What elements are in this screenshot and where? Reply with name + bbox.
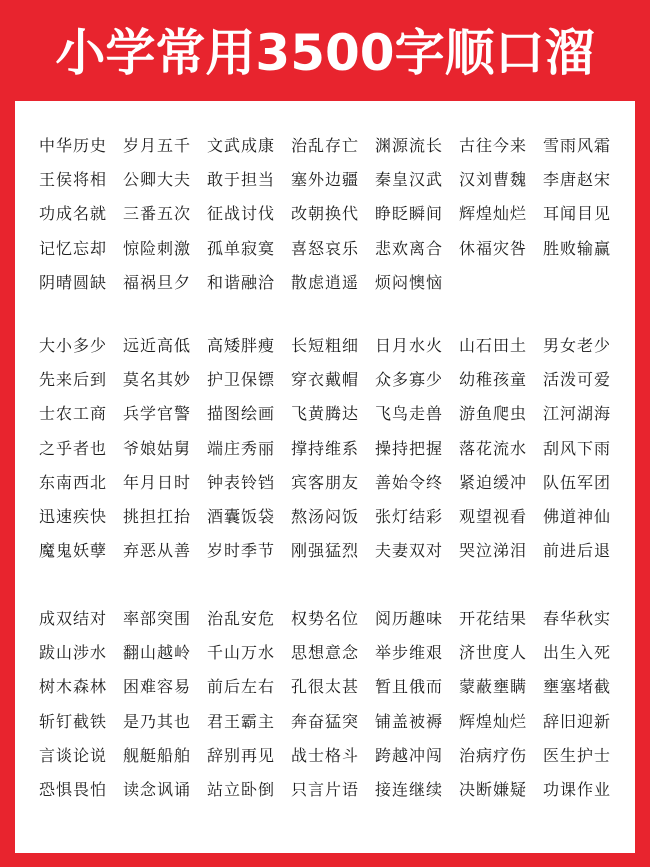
- phrase-cell: 众多寡少: [375, 370, 444, 390]
- phrase-cell: 先来后到: [39, 370, 108, 390]
- phrase-cell: 宾客朋友: [291, 472, 360, 492]
- phrase-cell: 钟表铃铛: [207, 472, 276, 492]
- phrase-cell: 决断嫌疑: [459, 780, 528, 799]
- phrase-cell: 幼稚孩童: [459, 370, 528, 390]
- phrase-cell: 舰艇船舶: [123, 745, 192, 765]
- phrase-cell: 斩钉截铁: [39, 711, 108, 731]
- phrase-cell: 文武成康: [207, 136, 276, 155]
- phrase-cell: 山石田土: [459, 336, 528, 355]
- phrase-cell: 孔很太甚: [291, 677, 360, 697]
- phrase-cell: 奔奋猛突: [291, 711, 360, 731]
- phrase-cell: 思想意念: [291, 643, 360, 663]
- phrase-cell: 率部突围: [123, 609, 192, 628]
- phrase-row: [39, 233, 627, 265]
- phrase-cell: 长短粗细: [291, 336, 360, 355]
- phrase-cell: 记忆忘却: [39, 238, 108, 258]
- phrase-cell: 辉煌灿烂: [459, 204, 528, 224]
- phrase-row: [39, 398, 627, 430]
- phrase-cell: 护卫保镖: [207, 370, 276, 390]
- phrase-cell: 队伍军团: [543, 472, 612, 492]
- phrase-cell: 改朝换代: [291, 204, 360, 224]
- phrase-cell: 接连继续: [375, 780, 444, 799]
- content-panel: [15, 101, 635, 853]
- phrase-cell: 李唐赵宋: [543, 170, 612, 190]
- phrase-cell: 休福灾咎: [459, 238, 528, 258]
- phrase-cell: 千山万水: [207, 643, 276, 663]
- phrase-cell: 大小多少: [39, 336, 108, 355]
- phrase-cell: 操持把握: [375, 438, 444, 458]
- phrase-cell: 只言片语: [291, 780, 360, 799]
- phrase-cell: 活泼可爱: [543, 370, 612, 390]
- phrase-cell: 功课作业: [543, 780, 612, 799]
- phrase-cell: 张灯结彩: [375, 507, 444, 526]
- phrase-row: [39, 535, 627, 567]
- phrase-cell: 悲欢离合: [375, 238, 444, 258]
- phrase-cell: 阅历趣味: [375, 609, 444, 628]
- phrase-cell: 士农工商: [39, 404, 108, 424]
- phrase-cell: 飞黄腾达: [291, 404, 360, 424]
- phrase-cell: 功成名就: [39, 204, 108, 224]
- watermark: [553, 833, 636, 852]
- phrase-cell: 三番五次: [123, 204, 192, 224]
- phrase-cell: 男女老少: [543, 336, 612, 355]
- phrase-row: [39, 198, 627, 230]
- phrase-cell: 王侯将相: [39, 170, 108, 190]
- phrase-cell: 医生护士: [543, 745, 612, 765]
- phrase-row: [39, 164, 627, 196]
- phrase-cell: 睁眨瞬间: [375, 204, 444, 224]
- phrase-cell: 是乃其也: [123, 711, 192, 731]
- phrase-cell: 迅速疾快: [39, 507, 108, 526]
- phrase-cell: 弃恶从善: [123, 541, 192, 561]
- phrase-cell: 雪雨风霜: [543, 136, 612, 155]
- phrase-cell: 汉刘曹魏: [459, 170, 528, 190]
- phrase-cell: 治乱安危: [207, 609, 276, 628]
- phrase-cell: 岁月五千: [123, 136, 192, 155]
- phrase-row: [39, 740, 627, 772]
- phrase-row: [39, 330, 627, 362]
- phrase-cell: 中华历史: [39, 136, 108, 155]
- phrase-cell: 挑担扛抬: [123, 507, 192, 526]
- phrase-cell: 和谐融洽: [207, 272, 276, 292]
- phrase-cell: 胜败输赢: [543, 238, 612, 258]
- phrase-row: [39, 774, 627, 806]
- phrase-cell: 跨越冲闯: [375, 745, 444, 765]
- phrase-cell: 阴晴圆缺: [39, 272, 108, 292]
- phrase-cell: 紧迫缓冲: [459, 472, 528, 492]
- phrase-cell: 前后左右: [207, 677, 276, 697]
- phrase-cell: 穿衣戴帽: [291, 370, 360, 390]
- phrase-cell: 困难容易: [123, 677, 192, 697]
- phrase-cell: 观望视看: [459, 507, 528, 526]
- phrase-cell: 成双结对: [39, 609, 108, 628]
- phrase-cell: 举步维艰: [375, 643, 444, 663]
- phrase-cell: 年月日时: [123, 472, 192, 492]
- phrase-cell: 前进后退: [543, 541, 612, 561]
- phrase-cell: 敢于担当: [207, 170, 276, 190]
- phrase-cell: 济世度人: [459, 643, 528, 663]
- phrase-row: [39, 671, 627, 703]
- phrase-cell: 游鱼爬虫: [459, 404, 528, 424]
- phrase-cell: 读念讽诵: [123, 780, 192, 799]
- phrase-cell: 烦闷懊恼: [375, 272, 444, 292]
- phrase-cell: 言谈论说: [39, 745, 108, 765]
- phrase-cell: 春华秋实: [543, 609, 612, 628]
- phrase-cell: 站立卧倒: [207, 780, 276, 799]
- phrase-row: [39, 364, 627, 396]
- phrase-cell: 福祸旦夕: [123, 272, 192, 292]
- phrase-cell: 壅塞堵截: [543, 677, 612, 697]
- phrase-cell: 刚强猛烈: [291, 541, 360, 561]
- phrase-cell: 落花流水: [459, 438, 528, 458]
- phrase-cell: 秦皇汉武: [375, 170, 444, 190]
- phrase-cell: 暂且俄而: [375, 677, 444, 697]
- phrase-cell: 征战讨伐: [207, 204, 276, 224]
- phrase-cell: 散虑逍遥: [291, 272, 360, 292]
- phrase-cell: 魔鬼妖孽: [39, 541, 108, 561]
- phrase-cell: 君王霸主: [207, 711, 276, 731]
- phrase-cell: 撑持维系: [291, 438, 360, 458]
- phrase-row: [39, 130, 627, 162]
- phrase-cell: 江河湖海: [543, 404, 612, 424]
- phrase-cell: 辞旧迎新: [543, 711, 612, 731]
- phrase-cell: 描图绘画: [207, 404, 276, 424]
- phrase-cell: 公卿大夫: [123, 170, 192, 190]
- phrase-cell: 喜怒哀乐: [291, 238, 360, 258]
- phrase-cell: 权势名位: [291, 609, 360, 628]
- phrase-cell: 飞鸟走兽: [375, 404, 444, 424]
- phrase-cell: 刮风下雨: [543, 438, 612, 458]
- watermark-text: @霜湘水月: [570, 837, 636, 852]
- phrase-cell: 出生入死: [543, 643, 612, 663]
- phrase-cell: 熬汤闷饭: [291, 507, 360, 526]
- phrase-cell: 治病疗伤: [459, 745, 528, 765]
- phrase-cell: 东南西北: [39, 472, 108, 492]
- phrase-cell: 耳闻目见: [543, 204, 612, 224]
- phrase-cell: 佛道神仙: [543, 507, 612, 526]
- phrase-row: [39, 433, 627, 465]
- phrase-row: [39, 603, 627, 635]
- phrase-cell: 辞别再见: [207, 745, 276, 765]
- page-title: 小学常用3500字顺口溜: [55, 24, 595, 82]
- phrase-cell: 树木森林: [39, 677, 108, 697]
- phrase-cell: 治乱存亡: [291, 136, 360, 155]
- phrase-cell: 高矮胖瘦: [207, 336, 276, 355]
- phrase-cell: 战士格斗: [291, 745, 360, 765]
- phrase-row: [39, 467, 627, 499]
- phrase-cell: 端庄秀丽: [207, 438, 276, 458]
- phrase-cell: 爷娘姑舅: [123, 438, 192, 458]
- phrase-row: [39, 637, 627, 669]
- phrase-cell: 酒囊饭袋: [207, 507, 276, 526]
- phrase-cell: 铺盖被褥: [375, 711, 444, 731]
- phrase-cell: 岁时季节: [207, 541, 276, 561]
- phrase-cell: 恐惧畏怕: [39, 780, 108, 799]
- phrase-cell: 辉煌灿烂: [459, 711, 528, 731]
- phrase-cell: 塞外边疆: [291, 170, 360, 190]
- phrase-cell: 翻山越岭: [123, 643, 192, 663]
- phrase-cell: 惊险刺激: [123, 238, 192, 258]
- phrase-cell: 日月水火: [375, 336, 444, 355]
- phrase-cell: 古往今来: [459, 136, 528, 155]
- phrase-cell: 孤单寂寞: [207, 238, 276, 258]
- phrase-cell: 渊源流长: [375, 136, 444, 155]
- phrase-cell: 莫名其妙: [123, 370, 192, 390]
- phrase-row: [39, 501, 627, 533]
- phrase-cell: 跋山涉水: [39, 643, 108, 663]
- phrase-row: [39, 267, 459, 299]
- phrase-cell: 蒙蔽壅瞒: [459, 677, 528, 697]
- phrase-cell: 兵学官警: [123, 404, 192, 424]
- watermark-logo-icon: [553, 836, 567, 850]
- phrase-cell: 善始令终: [375, 472, 444, 492]
- phrase-cell: 之乎者也: [39, 438, 108, 458]
- phrase-cell: 开花结果: [459, 609, 528, 628]
- phrase-cell: 夫妻双对: [375, 541, 444, 561]
- phrase-row: [39, 706, 627, 738]
- phrase-cell: 哭泣涕泪: [459, 541, 528, 561]
- phrase-cell: 远近高低: [123, 336, 192, 355]
